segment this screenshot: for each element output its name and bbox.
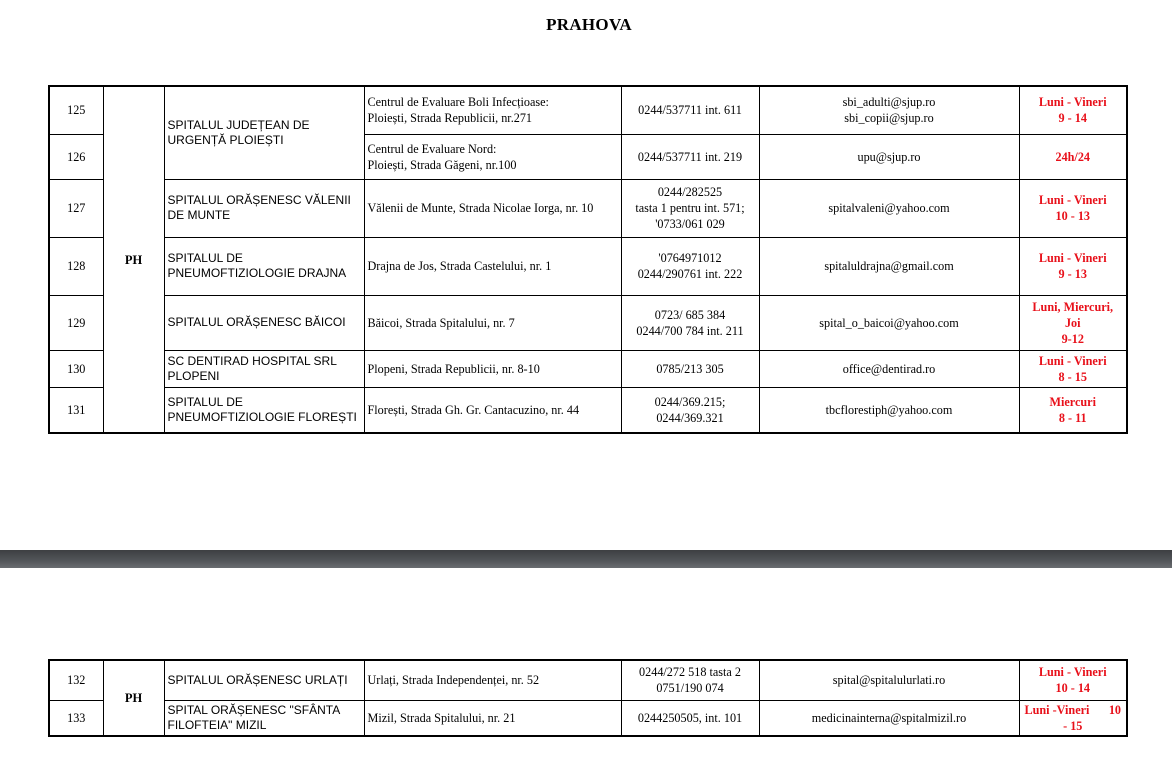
- schedule: Luni - Vineri 10 - 14: [1019, 660, 1127, 700]
- row-number: 128: [49, 237, 103, 295]
- address: Urlați, Strada Independenței, nr. 52: [364, 660, 621, 700]
- email[interactable]: office@dentirad.ro: [759, 350, 1019, 387]
- table-row: [49, 700, 1127, 736]
- table-row: [49, 387, 1127, 433]
- hospital-name: SPITALUL ORĂȘENESC BĂICOI: [164, 295, 364, 350]
- phone: 0244/282525 tasta 1 pentru int. 571; '0733/061 029: [621, 179, 759, 237]
- email[interactable]: spitaluldrajna@gmail.com: [759, 237, 1019, 295]
- table-row: [49, 86, 1127, 134]
- address: Centrul de Evaluare Boli Infecțioase: Ploiești, Strada Republicii, nr.271: [364, 86, 621, 134]
- page-title: PRAHOVA: [546, 15, 632, 34]
- email[interactable]: upu@sjup.ro: [759, 134, 1019, 179]
- schedule: Miercuri 8 - 11: [1019, 387, 1127, 433]
- county-code: PH: [103, 86, 164, 433]
- row-number: 129: [49, 295, 103, 350]
- table-row: [49, 350, 1127, 387]
- address: Băicoi, Strada Spitalului, nr. 7: [364, 295, 621, 350]
- phone: 0785/213 305: [621, 350, 759, 387]
- address: Centrul de Evaluare Nord: Ploiești, Strada Găgeni, nr.100: [364, 134, 621, 179]
- table-row: [49, 295, 1127, 350]
- hospital-name: SPITAL ORĂȘENESC "SFÂNTA FILOFTEIA" MIZIL: [164, 700, 364, 736]
- schedule: 24h/24: [1019, 134, 1127, 179]
- county-code: PH: [103, 660, 164, 736]
- phone: 0244/272 518 tasta 2 0751/190 074: [621, 660, 759, 700]
- address: Mizil, Strada Spitalului, nr. 21: [364, 700, 621, 736]
- page-divider: [0, 550, 1172, 568]
- row-number: 132: [49, 660, 103, 700]
- email[interactable]: spital_o_baicoi@yahoo.com: [759, 295, 1019, 350]
- hospital-name: SPITALUL ORĂȘENESC VĂLENII DE MUNTE: [164, 179, 364, 237]
- schedule: Luni - Vineri 9 - 13: [1019, 237, 1127, 295]
- phone: '0764971012 0244/290761 int. 222: [621, 237, 759, 295]
- row-number: 127: [49, 179, 103, 237]
- phone: 0244/537711 int. 611: [621, 86, 759, 134]
- row-number: 126: [49, 134, 103, 179]
- address: Vălenii de Munte, Strada Nicolae Iorga, nr. 10: [364, 179, 621, 237]
- schedule: Luni - Vineri 9 - 14: [1019, 86, 1127, 134]
- hospital-name: SC DENTIRAD HOSPITAL SRL PLOPENI: [164, 350, 364, 387]
- hospital-name: SPITALUL DE PNEUMOFTIZIOLOGIE DRAJNA: [164, 237, 364, 295]
- row-number: 130: [49, 350, 103, 387]
- address: Florești, Strada Gh. Gr. Cantacuzino, nr. 44: [364, 387, 621, 433]
- hospital-table-2: [48, 659, 1128, 737]
- phone: 0244/369.215; 0244/369.321: [621, 387, 759, 433]
- phone: 0723/ 685 384 0244/700 784 int. 211: [621, 295, 759, 350]
- row-number: 133: [49, 700, 103, 736]
- table-row: [49, 237, 1127, 295]
- schedule: Luni - Vineri 8 - 15: [1019, 350, 1127, 387]
- schedule: Luni -Vineri 10 - 15: [1019, 700, 1127, 736]
- email[interactable]: tbcflorestiph@yahoo.com: [759, 387, 1019, 433]
- email[interactable]: spitalvaleni@yahoo.com: [759, 179, 1019, 237]
- hospital-name: SPITALUL DE PNEUMOFTIZIOLOGIE FLOREȘTI: [164, 387, 364, 433]
- phone: 0244/537711 int. 219: [621, 134, 759, 179]
- hospital-name: SPITALUL JUDEȚEAN DE URGENȚĂ PLOIEȘTI: [164, 86, 364, 179]
- address: Drajna de Jos, Strada Castelului, nr. 1: [364, 237, 621, 295]
- hospital-table-1: [48, 85, 1128, 434]
- email[interactable]: spital@spitalulurlati.ro: [759, 660, 1019, 700]
- hospital-name: SPITALUL ORĂȘENESC URLAȚI: [164, 660, 364, 700]
- schedule: Luni - Vineri 10 - 13: [1019, 179, 1127, 237]
- email[interactable]: sbi_adulti@sjup.ro sbi_copii@sjup.ro: [759, 86, 1019, 134]
- row-number: 131: [49, 387, 103, 433]
- row-number: 125: [49, 86, 103, 134]
- address: Plopeni, Strada Republicii, nr. 8-10: [364, 350, 621, 387]
- table-row: [49, 660, 1127, 700]
- table-row: [49, 179, 1127, 237]
- schedule: Luni, Miercuri, Joi 9-12: [1019, 295, 1127, 350]
- phone: 0244250505, int. 101: [621, 700, 759, 736]
- email[interactable]: medicinainterna@spitalmizil.ro: [759, 700, 1019, 736]
